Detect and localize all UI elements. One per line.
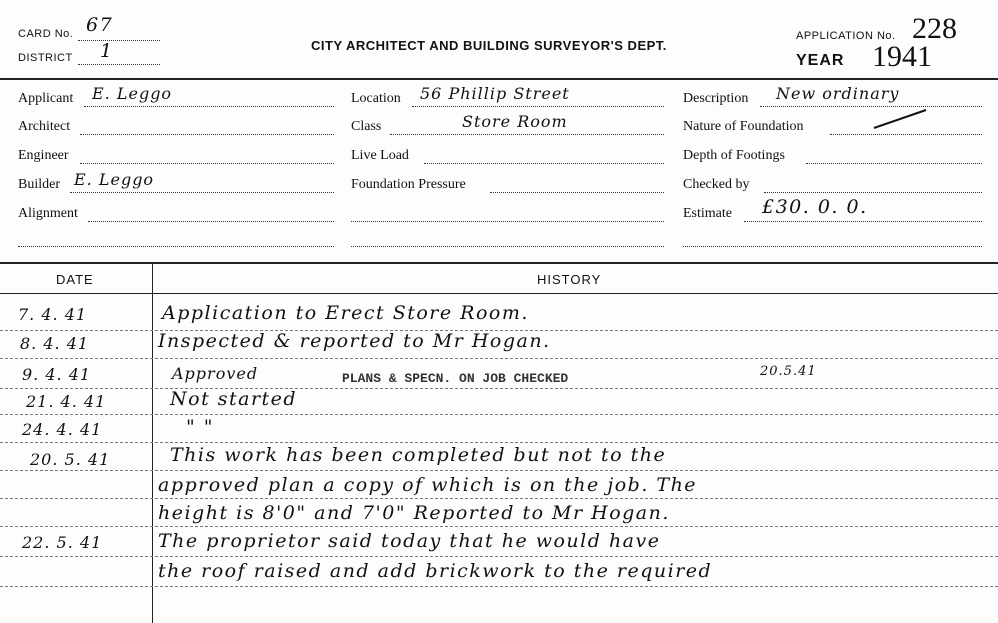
dash-mark-icon	[870, 106, 930, 132]
history-text: The proprietor said today that he would have	[158, 530, 661, 552]
alignment-label: Alignment	[18, 206, 78, 221]
dept-title: CITY ARCHITECT AND BUILDING SURVEYOR'S DEPT.	[311, 38, 667, 53]
history-text: the roof raised and add brickwork to the required	[158, 560, 713, 582]
district-value: 1	[100, 40, 114, 62]
location-value: 56 Phillip Street	[420, 84, 570, 103]
history-text: " "	[186, 416, 215, 438]
history-date: 24. 4. 41	[22, 420, 103, 439]
history-date: 20. 5. 41	[30, 450, 111, 469]
history-text: Not started	[170, 388, 298, 410]
depth-of-footings-label: Depth of Footings	[683, 148, 785, 163]
nature-of-foundation-label: Nature of Foundation	[683, 119, 804, 134]
year-label: YEAR	[796, 52, 845, 69]
history-text: This work has been completed but not to the	[170, 444, 667, 466]
foundation-pressure-label: Foundation Pressure	[351, 177, 466, 192]
application-no-label: APPLICATION No.	[796, 30, 896, 42]
application-no-value: 228	[912, 12, 957, 45]
builder-value: E. Leggo	[74, 170, 155, 189]
applicant-label: Applicant	[18, 91, 74, 106]
history-date: 8. 4. 41	[20, 334, 90, 353]
history-date: 7. 4. 41	[18, 305, 88, 324]
architect-label: Architect	[18, 119, 71, 134]
checked-stamp: PLANS & SPECN. ON JOB CHECKED	[342, 371, 569, 386]
engineer-label: Engineer	[18, 148, 69, 163]
history-date: 9. 4. 41	[22, 365, 92, 384]
card-no-label: CARD No.	[18, 28, 74, 40]
applicant-value: E. Leggo	[92, 84, 173, 103]
history-date: 21. 4. 41	[26, 392, 107, 411]
history-text: height is 8'0" and 7'0" Reported to Mr Hogan.	[158, 502, 670, 524]
district-label: DISTRICT	[18, 52, 73, 64]
history-text: Application to Erect Store Room.	[162, 302, 529, 324]
description-value: New ordinary	[776, 84, 900, 103]
history-date: 22. 5. 41	[22, 533, 103, 552]
checked-by-label: Checked by	[683, 177, 750, 192]
history-text: approved plan a copy of which is on the job. The	[158, 474, 698, 496]
live-load-label: Live Load	[351, 148, 409, 163]
estimate-label: Estimate	[683, 206, 732, 221]
history-text: Inspected & reported to Mr Hogan.	[158, 330, 551, 352]
date-header: DATE	[56, 272, 94, 287]
card-no-value: 67	[86, 14, 114, 36]
description-label: Description	[683, 91, 749, 106]
class-value: Store Room	[462, 112, 568, 131]
location-label: Location	[351, 91, 401, 106]
history-header: HISTORY	[537, 272, 602, 287]
year-value: 1941	[872, 40, 932, 73]
stamp-date: 20.5.41	[760, 364, 817, 379]
builder-label: Builder	[18, 177, 60, 192]
estimate-value: £30. 0. 0.	[762, 196, 868, 218]
history-text: Approved	[172, 364, 259, 383]
class-label: Class	[351, 119, 382, 134]
